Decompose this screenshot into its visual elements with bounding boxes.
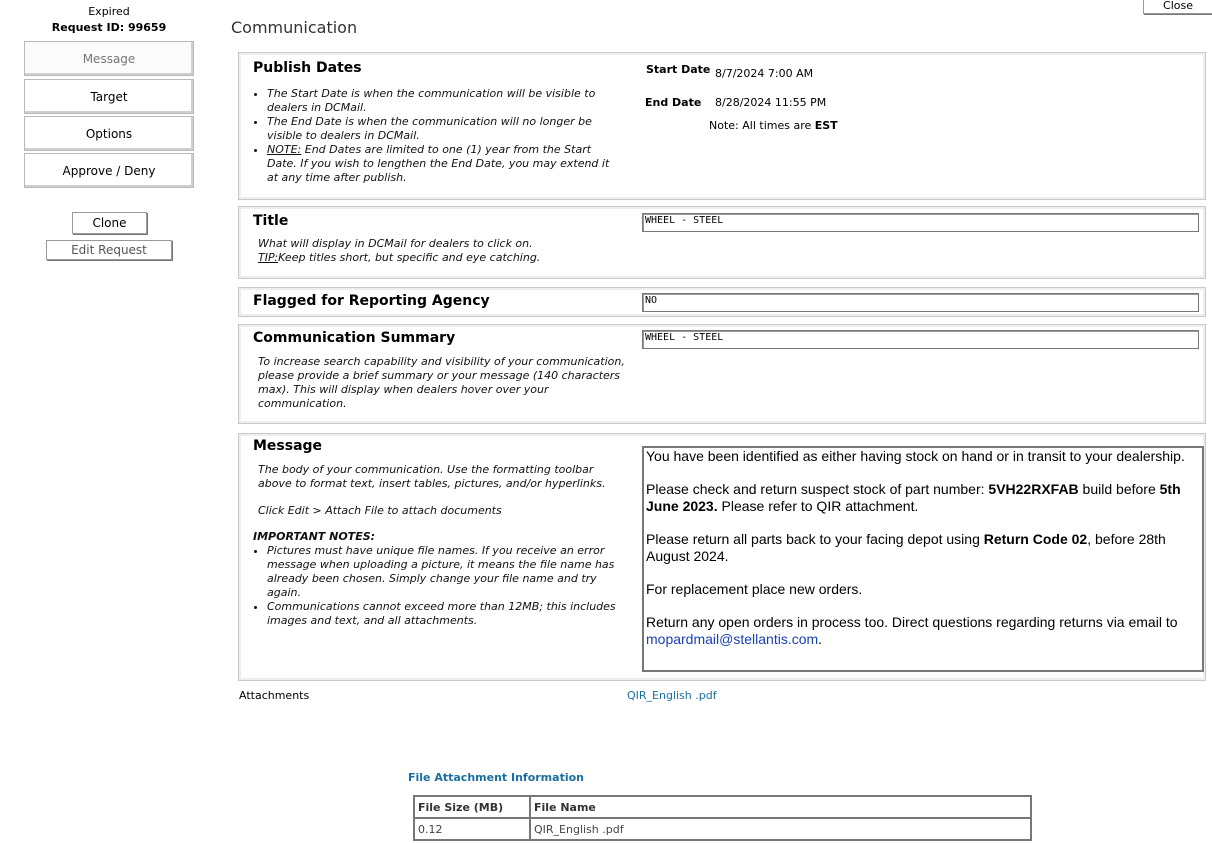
file-info-table: [413, 795, 1032, 841]
note-label: NOTE:: [267, 143, 302, 156]
list-item: • Pictures must have unique file names. If you receive an error message when uploading a picture, it means the file name has already been chosen. Simply change your file name and try again.: [267, 544, 623, 600]
attachment-link[interactable]: QIR_English .pdf: [627, 689, 717, 702]
file-info-title: File Attachment Information: [408, 771, 584, 784]
title-field[interactable]: WHEEL - STEEL: [642, 213, 1199, 232]
title-section-title: Title: [253, 213, 289, 229]
summary-field[interactable]: WHEEL - STEEL: [642, 330, 1199, 349]
summary-section: [238, 324, 1206, 424]
message-line: For replacement place new orders.: [646, 581, 863, 597]
list-item: • The Start Date is when the communication will be visible to dealers in DCMail.: [267, 87, 623, 115]
nav-message-button[interactable]: Message: [24, 41, 194, 76]
summary-help: To increase search capability and visibility of your communication, please provide a brief summary or your message (140 characters max). This will display when dealers hover over your communication.: [258, 355, 625, 410]
tip-text: Keep titles short, but specific and eye catching.: [278, 251, 541, 264]
title-help: [258, 237, 618, 265]
title-section: [238, 206, 1206, 279]
start-date-value: 8/7/2024 7:00 AM: [715, 67, 814, 80]
email-link[interactable]: mopardmail@stellantis.com: [646, 631, 819, 647]
message-line: You have been identified as either having stock on hand or in transit to your dealership.: [646, 448, 1185, 464]
message-text: Please refer to QIR attachment.: [717, 498, 919, 514]
edit-request-button[interactable]: Edit Request: [46, 240, 172, 260]
status-text: Expired: [88, 5, 130, 18]
close-button[interactable]: Close: [1143, 0, 1212, 14]
list-item: • Communications cannot exceed more than 12MB; this includes images and text, and all attachments.: [267, 600, 623, 628]
title-tip: [258, 251, 618, 265]
nav-approve-deny-button[interactable]: Approve / Deny: [24, 153, 194, 188]
page-title: Communication: [231, 18, 358, 37]
return-code: Return Code 02: [983, 531, 1088, 547]
timezone-note: [709, 119, 838, 132]
table-row: [414, 818, 1031, 840]
message-line: [646, 614, 1200, 648]
message-text: Please check and return suspect stock of part number:: [646, 481, 989, 497]
column-header: File Size (MB): [414, 796, 530, 818]
end-date-label: End Date: [645, 96, 702, 109]
note-text: End Dates are limited to one (1) year from the Start Date. If you wish to lengthen the End Date, you may extend it at any time after publish.: [267, 143, 610, 184]
title-help-text: What will display in DCMail for dealers to click on.: [258, 237, 533, 250]
message-title: Message: [253, 438, 323, 454]
important-notes: [253, 530, 623, 628]
build-date: 5th June 2023.: [646, 481, 1181, 514]
flagged-title: Flagged for Reporting Agency: [253, 293, 490, 309]
message-body-editor[interactable]: [642, 446, 1204, 672]
message-line: [646, 531, 1200, 565]
message-help: The body of your communication. Use the formatting toolbar above to format text, insert tables, pictures, and/or hyperlinks.: [258, 463, 606, 490]
publish-dates-help: [253, 87, 623, 185]
publish-dates-title: Publish Dates: [253, 60, 362, 76]
request-id: Request ID: 99659: [51, 21, 167, 34]
message-text: Please return all parts back to your facing depot using: [646, 531, 984, 547]
attachments-label: Attachments: [239, 689, 310, 702]
tip-label: TIP:: [258, 251, 279, 264]
end-date-value: 8/28/2024 11:55 PM: [715, 96, 827, 109]
message-line: [646, 481, 1200, 515]
message-text: build before: [1078, 481, 1160, 497]
attach-help: Click Edit > Attach File to attach documents: [258, 504, 502, 517]
file-size-cell: 0.12: [414, 818, 530, 840]
file-name-cell: QIR_English .pdf: [530, 818, 1031, 840]
list-item: • The End Date is when the communication will no longer be visible to dealers in DCMail.: [267, 115, 623, 143]
flagged-field[interactable]: NO: [642, 293, 1199, 312]
important-notes-title: IMPORTANT NOTES:: [253, 530, 376, 543]
clone-button[interactable]: Clone: [72, 212, 147, 234]
message-section: [238, 433, 1206, 681]
part-number: 5VH22RXFAB: [988, 481, 1079, 497]
summary-title: Communication Summary: [253, 330, 456, 346]
message-text: .: [818, 631, 823, 647]
flagged-section: [238, 287, 1206, 317]
list-item: [267, 143, 623, 185]
start-date-label: Start Date: [646, 63, 711, 76]
timezone-value: EST: [814, 119, 838, 132]
message-text: , before 28th August 2024.: [646, 531, 1166, 564]
table-header-row: [414, 796, 1031, 818]
nav-target-button[interactable]: Target: [24, 79, 194, 114]
publish-dates-section: [238, 52, 1206, 200]
nav-options-button[interactable]: Options: [24, 116, 194, 151]
message-text: Return any open orders in process too. Direct questions regarding returns via email to: [646, 614, 1178, 630]
timezone-note-text: Note: All times are: [709, 119, 815, 132]
column-header: File Name: [530, 796, 1031, 818]
